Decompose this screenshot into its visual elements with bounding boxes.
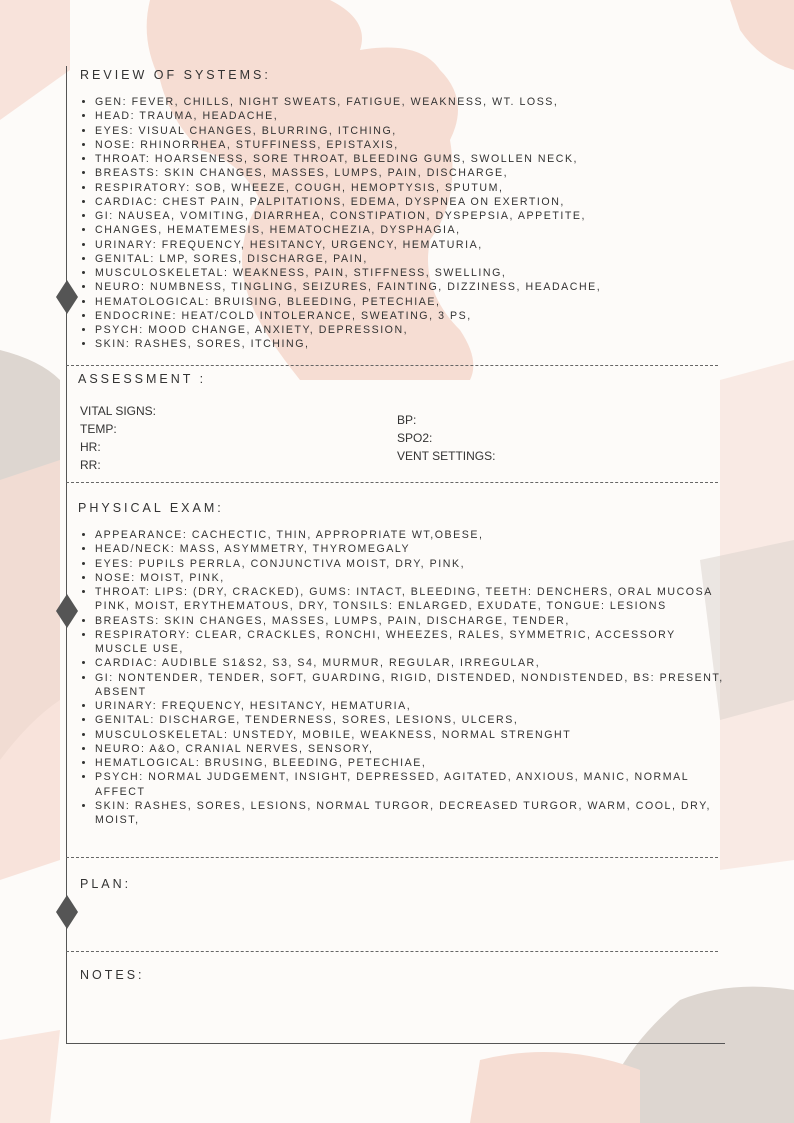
list-item: • THROAT: HOARSENESS, SORE THROAT, BLEEDING GUMS, SWOLLEN NECK, bbox=[95, 152, 601, 166]
list-item: • NEURO: NUMBNESS, TINGLING, SEIZURES, FAINTING, DIZZINESS, HEADACHE, bbox=[95, 280, 601, 294]
form-bottom-rule bbox=[66, 1043, 725, 1044]
review-of-systems-list bbox=[80, 95, 601, 352]
list-item: • NEURO: A&O, CRANIAL NERVES, SENSORY, bbox=[95, 742, 725, 756]
vital-sign-label: VENT SETTINGS: bbox=[397, 449, 496, 463]
list-item: • THROAT: LIPS: (DRY, CRACKED), GUMS: INTACT, BLEEDING, TEETH: DENCHERS, ORAL MUCOSA PINK, MOIST, ERYTHEMATOUS, DRY, TONSILS: ENLARGED, EXUDATE, TONGUE: LESIONS bbox=[95, 585, 725, 614]
list-item: • GENITAL: DISCHARGE, TENDERNESS, SORES, LESIONS, ULCERS, bbox=[95, 713, 725, 727]
list-item: • SKIN: RASHES, SORES, LESIONS, NORMAL TURGOR, DECREASED TURGOR, WARM, COOL, DRY, MOIST, bbox=[95, 799, 725, 828]
physical-exam-list bbox=[80, 528, 725, 827]
list-item: • CARDIAC: CHEST PAIN, PALPITATIONS, EDEMA, DYSPNEA ON EXERTION, bbox=[95, 195, 601, 209]
list-item: • RESPIRATORY: CLEAR, CRACKLES, RONCHI, WHEEZES, RALES, SYMMETRIC, ACCESSORY MUSCLE USE, bbox=[95, 628, 725, 657]
list-item: • GI: NAUSEA, VOMITING, DIARRHEA, CONSTIPATION, DYSPEPSIA, APPETITE, bbox=[95, 209, 601, 223]
list-item: • BREASTS: SKIN CHANGES, MASSES, LUMPS, PAIN, DISCHARGE, TENDER, bbox=[95, 614, 725, 628]
list-item: • URINARY: FREQUENCY, HESITANCY, HEMATURIA, bbox=[95, 699, 725, 713]
list-item: • PSYCH: NORMAL JUDGEMENT, INSIGHT, DEPRESSED, AGITATED, ANXIOUS, MANIC, NORMAL AFFECT bbox=[95, 770, 725, 799]
list-item: • GEN: FEVER, CHILLS, NIGHT SWEATS, FATIGUE, WEAKNESS, WT. LOSS, bbox=[95, 95, 601, 109]
section-divider bbox=[66, 365, 718, 366]
list-item: • GENITAL: LMP, SORES, DISCHARGE, PAIN, bbox=[95, 252, 601, 266]
diamond-icon bbox=[56, 895, 78, 929]
diamond-icon bbox=[56, 280, 78, 314]
list-item: • BREASTS: SKIN CHANGES, MASSES, LUMPS, PAIN, DISCHARGE, bbox=[95, 166, 601, 180]
section-divider bbox=[66, 951, 718, 952]
list-item: • HEMATOLOGICAL: BRUISING, BLEEDING, PETECHIAE, bbox=[95, 295, 601, 309]
plan-title: PLAN: bbox=[80, 877, 132, 891]
vital-sign-label: RR: bbox=[80, 458, 101, 472]
list-item: • ENDOCRINE: HEAT/COLD INTOLERANCE, SWEATING, 3 PS, bbox=[95, 309, 601, 323]
review-of-systems-title: REVIEW OF SYSTEMS: bbox=[80, 68, 271, 82]
notes-title: NOTES: bbox=[80, 968, 145, 982]
vitals-right-column bbox=[397, 411, 495, 465]
list-item: • CARDIAC: AUDIBLE S1&S2, S3, S4, MURMUR, REGULAR, IRREGULAR, bbox=[95, 656, 725, 670]
list-item: • MUSCULOSKELETAL: UNSTEDY, MOBILE, WEAKNESS, NORMAL STRENGHT bbox=[95, 728, 725, 742]
assessment-title: ASSESSMENT : bbox=[78, 372, 207, 386]
physical-exam-title: PHYSICAL EXAM: bbox=[78, 501, 224, 515]
list-item: • HEMATLOGICAL: BRUSING, BLEEDING, PETECHIAE, bbox=[95, 756, 725, 770]
list-item: • HEAD: TRAUMA, HEADACHE, bbox=[95, 109, 601, 123]
vitals-left-column bbox=[80, 402, 156, 474]
vital-sign-label: HR: bbox=[80, 440, 101, 454]
diamond-icon bbox=[56, 594, 78, 628]
list-item: • NOSE: MOIST, PINK, bbox=[95, 571, 725, 585]
list-item: • EYES: PUPILS PERRLA, CONJUNCTIVA MOIST, DRY, PINK, bbox=[95, 557, 725, 571]
vital-sign-label: VITAL SIGNS: bbox=[80, 404, 157, 418]
list-item: • SKIN: RASHES, SORES, ITCHING, bbox=[95, 337, 601, 351]
list-item: • APPEARANCE: CACHECTIC, THIN, APPROPRIATE WT,OBESE, bbox=[95, 528, 725, 542]
vital-sign-label: BP: bbox=[397, 413, 417, 427]
list-item: • HEAD/NECK: MASS, ASYMMETRY, THYROMEGALY bbox=[95, 542, 725, 556]
section-divider bbox=[66, 482, 718, 483]
list-item: • MUSCULOSKELETAL: WEAKNESS, PAIN, STIFFNESS, SWELLING, bbox=[95, 266, 601, 280]
list-item: • RESPIRATORY: SOB, WHEEZE, COUGH, HEMOPTYSIS, SPUTUM, bbox=[95, 181, 601, 195]
vital-sign-label: SPO2: bbox=[397, 431, 433, 445]
list-item: • PSYCH: MOOD CHANGE, ANXIETY, DEPRESSION, bbox=[95, 323, 601, 337]
list-item: • GI: NONTENDER, TENDER, SOFT, GUARDING, RIGID, DISTENDED, NONDISTENDED, BS: PRESENT, ABSENT bbox=[95, 671, 725, 700]
list-item: • CHANGES, HEMATEMESIS, HEMATOCHEZIA, DYSPHAGIA, bbox=[95, 223, 601, 237]
list-item: • NOSE: RHINORRHEA, STUFFINESS, EPISTAXIS, bbox=[95, 138, 601, 152]
list-item: • URINARY: FREQUENCY, HESITANCY, URGENCY, HEMATURIA, bbox=[95, 238, 601, 252]
section-divider bbox=[66, 857, 718, 858]
vital-sign-label: TEMP: bbox=[80, 422, 117, 436]
list-item: • EYES: VISUAL CHANGES, BLURRING, ITCHING, bbox=[95, 124, 601, 138]
